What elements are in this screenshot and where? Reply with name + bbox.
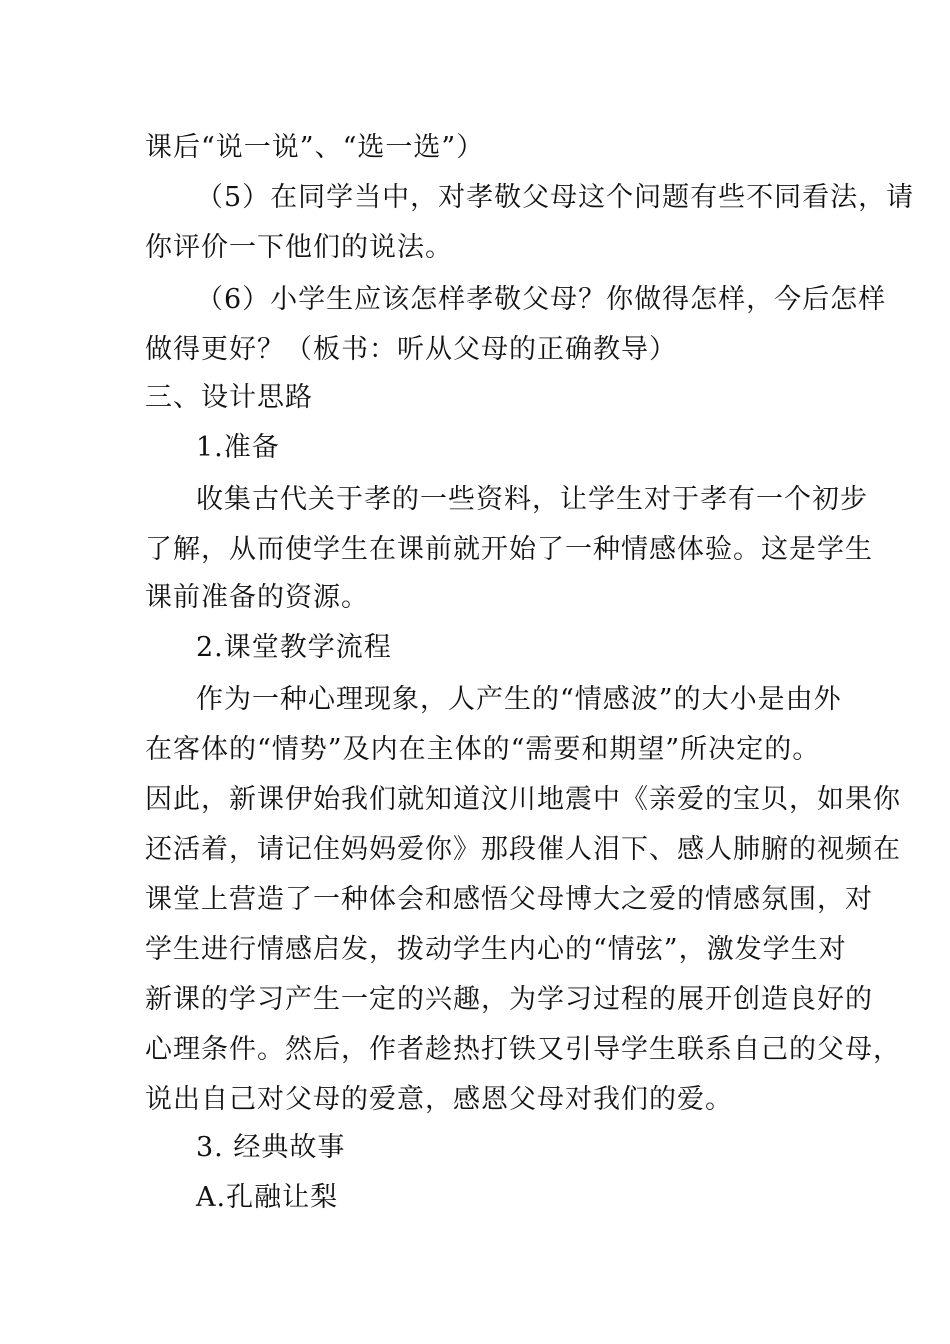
text-line: 在客体的“情势”及内在主体的“需要和期望”所决定的。 bbox=[145, 734, 821, 765]
subsection-heading: 3. 经典故事 bbox=[196, 1132, 346, 1163]
section-heading: 三、设计思路 bbox=[145, 382, 313, 413]
text-line: 收集古代关于孝的一些资料，让学生对于孝有一个初步 bbox=[196, 484, 868, 515]
text-line: 作为一种心理现象，人产生的“情感波”的大小是由外 bbox=[196, 684, 842, 715]
text-line: 因此，新课伊始我们就知道汶川地震中《亲爱的宝贝，如果你 bbox=[145, 784, 901, 815]
text-line: 还活着，请记住妈妈爱你》那段催人泪下、感人肺腑的视频在 bbox=[145, 834, 901, 865]
text-line: 课后“说一说”、“选一选”） bbox=[145, 132, 485, 163]
text-line: 做得更好？（板书：听从父母的正确教导） bbox=[145, 334, 677, 365]
text-line: 课堂上营造了一种体会和感悟父母博大之爱的情感氛围，对 bbox=[145, 884, 873, 915]
text-line: 新课的学习产生一定的兴趣，为学习过程的展开创造良好的 bbox=[145, 984, 873, 1015]
text-line: 你评价一下他们的说法。 bbox=[145, 232, 453, 263]
subsection-heading: 2.课堂教学流程 bbox=[196, 632, 392, 663]
text-line: 了解，从而使学生在课前就开始了一种情感体验。这是学生 bbox=[145, 534, 873, 565]
text-line: （5）在同学当中，对孝敬父母这个问题有些不同看法，请 bbox=[196, 182, 915, 213]
subsection-heading: 1.准备 bbox=[196, 432, 280, 463]
text-line: 课前准备的资源。 bbox=[145, 582, 369, 613]
story-title: A.孔融让梨 bbox=[196, 1182, 339, 1213]
text-line: 说出自己对父母的爱意，感恩父母对我们的爱。 bbox=[145, 1084, 733, 1115]
text-line: 心理条件。然后，作者趁热打铁又引导学生联系自己的父母， bbox=[145, 1034, 901, 1065]
text-line: （6）小学生应该怎样孝敬父母？你做得怎样，今后怎样 bbox=[196, 284, 887, 315]
text-line: 学生进行情感启发，拨动学生内心的“情弦”，激发学生对 bbox=[145, 934, 847, 965]
